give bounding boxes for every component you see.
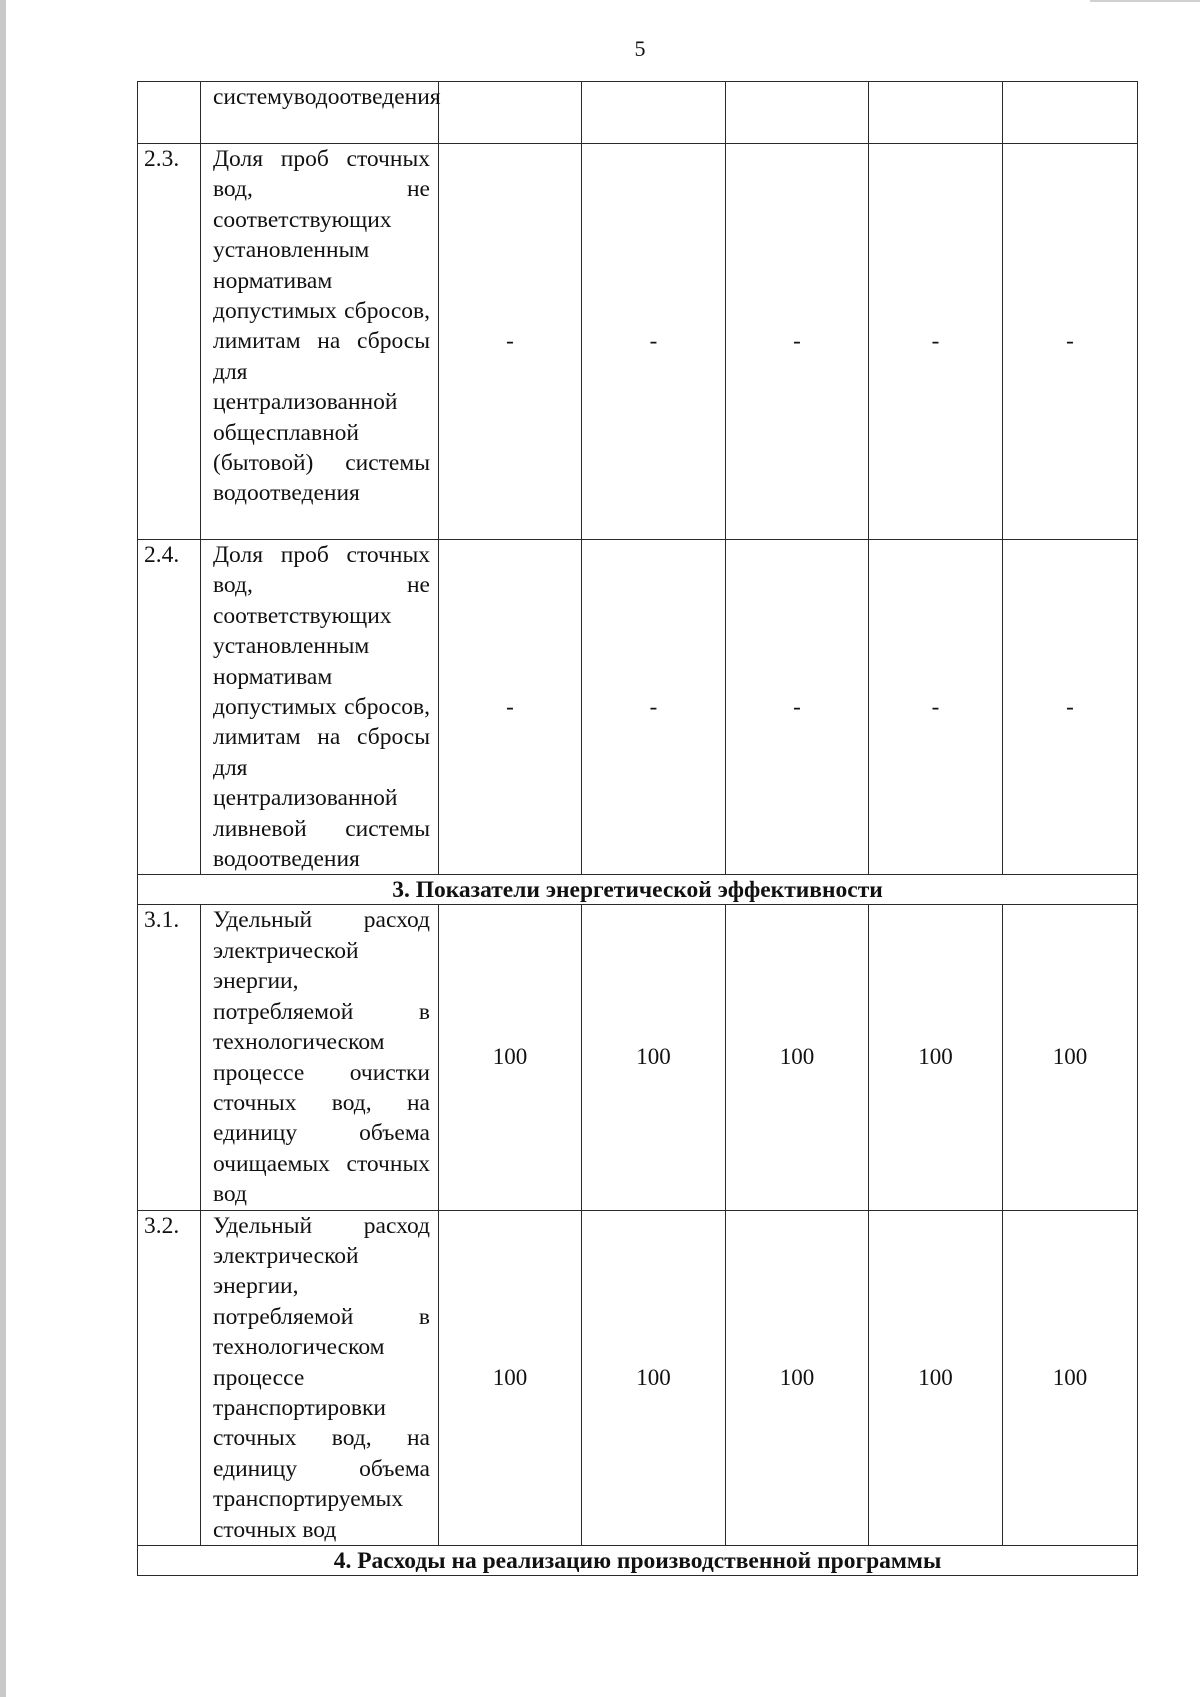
row-number: 3.1. xyxy=(138,905,201,1210)
value-cell: 100 xyxy=(582,1210,726,1545)
row-number: 3.2. xyxy=(138,1210,201,1545)
table-row xyxy=(138,82,1138,144)
value-cell xyxy=(582,82,726,144)
value-cell: 100 xyxy=(726,1210,869,1545)
scan-edge-strip xyxy=(0,0,6,1697)
value-cell: 100 xyxy=(439,905,582,1210)
value-cell: - xyxy=(439,540,582,875)
value-cell: - xyxy=(726,144,869,540)
value-cell: 100 xyxy=(1003,1210,1138,1545)
indicator-name: Удельный расход электрической энергии, потребляемой в технологическом процессе очистки сточных вод, на единицу объема очищаемых сточных вод xyxy=(201,905,439,1210)
table-row xyxy=(138,1210,1138,1545)
table-row xyxy=(138,905,1138,1210)
row-number xyxy=(138,82,201,144)
indicator-name-text: системуводоотведения xyxy=(213,84,441,110)
indicator-name: Доля проб сточных вод, не соответствующих установленным нормативам допустимых сбросов, лимитам на сбросы для централизованной ливневой системы водоотведения xyxy=(201,540,439,875)
value-cell xyxy=(869,82,1003,144)
table-row xyxy=(138,144,1138,540)
section-heading: 4. Расходы на реализацию производственной программы xyxy=(138,1546,1138,1576)
value-cell: 100 xyxy=(582,905,726,1210)
value-cell: 100 xyxy=(1003,905,1138,1210)
value-cell: - xyxy=(1003,540,1138,875)
value-cell xyxy=(439,82,582,144)
value-cell: - xyxy=(582,144,726,540)
section-heading: 3. Показатели энергетической эффективности xyxy=(138,875,1138,905)
row-number: 2.3. xyxy=(138,144,201,540)
section-row xyxy=(138,875,1138,905)
value-cell: - xyxy=(869,144,1003,540)
value-cell: - xyxy=(726,540,869,875)
table-row xyxy=(138,540,1138,875)
value-cell xyxy=(726,82,869,144)
indicators-table xyxy=(137,81,1138,1576)
section-row xyxy=(138,1546,1138,1576)
indicator-name xyxy=(201,82,439,144)
indicator-name: Удельный расход электрической энергии, потребляемой в технологическом процессе транспортировки сточных вод, на единицу объема транспортируемых сточных вод xyxy=(201,1210,439,1545)
page-number: 5 xyxy=(634,36,646,61)
value-cell: - xyxy=(869,540,1003,875)
scan-edge-mark xyxy=(1090,0,1200,2)
indicator-name: Доля проб сточных вод, не соответствующих установленным нормативам допустимых сбросов, лимитам на сбросы для централизованной общесплавной (бытовой) системы водоотведения xyxy=(201,144,439,540)
value-cell: 100 xyxy=(439,1210,582,1545)
value-cell: 100 xyxy=(726,905,869,1210)
value-cell: - xyxy=(1003,144,1138,540)
value-cell: 100 xyxy=(869,905,1003,1210)
value-cell: 100 xyxy=(869,1210,1003,1545)
value-cell: - xyxy=(439,144,582,540)
value-cell: - xyxy=(582,540,726,875)
value-cell xyxy=(1003,82,1138,144)
row-number: 2.4. xyxy=(138,540,201,875)
